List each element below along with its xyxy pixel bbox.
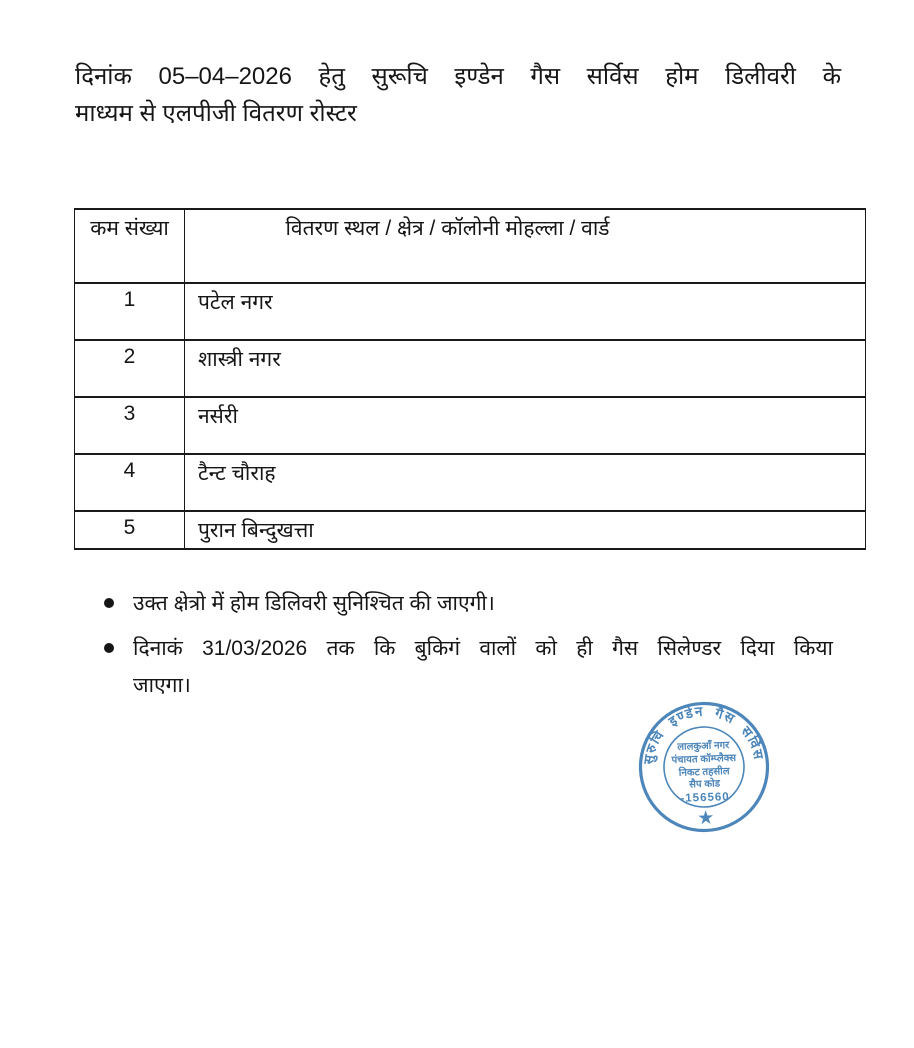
stamp-center-text-line: -156560: [680, 791, 730, 805]
note-line: दिनाकं 31/03/2026 तक कि बुकिगं वालों को ही गैस सिलेण्डर दिया किया: [133, 637, 833, 660]
rubber-stamp: [625, 688, 782, 845]
serial-cell: 1: [75, 283, 185, 340]
stamp-ring-text: सुरुचि इण्डेन गैस सर्विस: [640, 703, 767, 766]
stamp-center-text-line: पंचायत कॉम्प्लैक्स: [671, 752, 737, 767]
page-title: [75, 58, 841, 132]
serial-cell: 3: [75, 397, 185, 454]
roster-table: [74, 208, 866, 550]
serial-cell: 4: [75, 454, 185, 511]
table-row: [75, 283, 866, 340]
table-row: [75, 340, 866, 397]
serial-cell: 2: [75, 340, 185, 397]
table-header-location: वितरण स्थल / क्षेत्र / कॉलोनी मोहल्ला / वार्ड: [185, 209, 866, 283]
location-cell: नर्सरी: [185, 397, 866, 454]
location-cell: पुरान बिन्दुखत्ता: [185, 511, 866, 549]
note-line: उक्त क्षेत्रो में होम डिलिवरी सुनिश्चित की जाएगी।: [133, 592, 495, 615]
table-header-row: [75, 209, 866, 283]
table-row: [75, 397, 866, 454]
note-item: [104, 585, 840, 622]
table-row: [75, 511, 866, 549]
page-title-line-2: माध्यम से एलपीजी वितरण रोस्टर: [75, 100, 357, 127]
table-header-serial: कम संख्या: [75, 209, 185, 283]
stamp-center-text-line: सैप कोड: [689, 778, 721, 791]
stamp-center-text-line: निकट तहसील: [678, 766, 730, 779]
bullet-icon: [104, 598, 114, 608]
stamp-center-text-line: लालकुआँ नगर: [677, 740, 730, 753]
note-text: [133, 585, 833, 622]
location-cell: पटेल नगर: [185, 283, 866, 340]
location-cell: टैन्ट चौराह: [185, 454, 866, 511]
page-title-line-1: दिनांक 05–04–2026 हेतु सुरूचि इण्डेन गैस सर्विस होम डिलीवरी के: [75, 63, 841, 90]
note-line: जाएगा।: [133, 674, 191, 697]
table-row: [75, 454, 866, 511]
location-cell: शास्त्री नगर: [185, 340, 866, 397]
bullet-icon: [104, 643, 114, 653]
serial-cell: 5: [75, 511, 185, 549]
stamp-star-icon: ★: [696, 807, 715, 830]
